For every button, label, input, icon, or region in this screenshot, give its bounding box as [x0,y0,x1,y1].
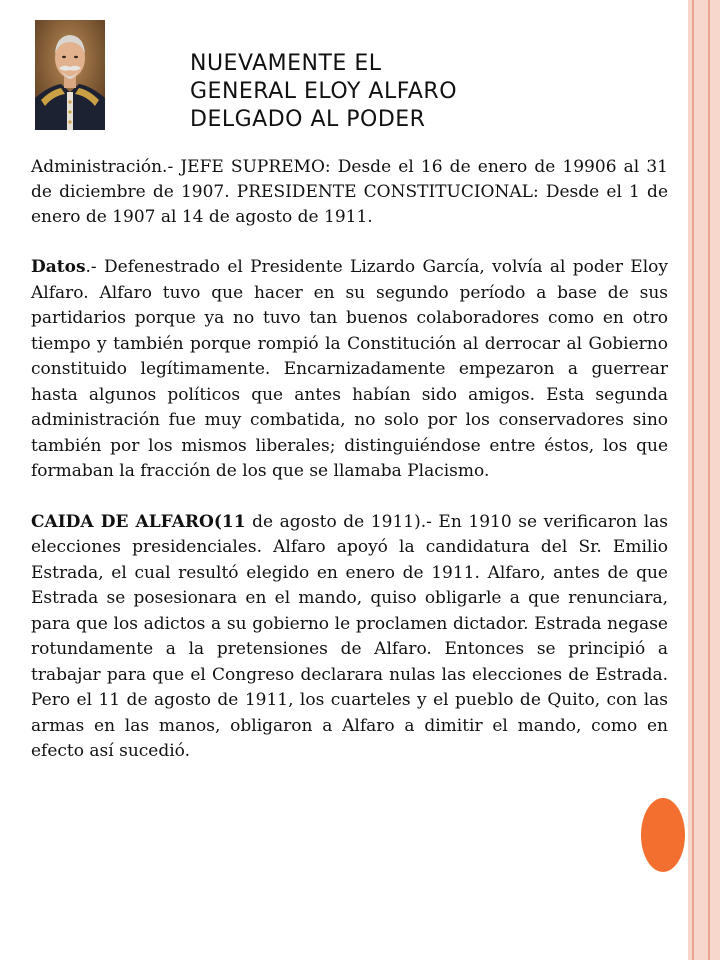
paragraph-lead: Administración.- [31,157,174,177]
paragraph-lead: CAIDA DE ALFARO(11 [31,511,246,532]
title-line-1: NUEVAMENTE EL [190,51,382,76]
paragraph-text: .- Defenestrado el Presidente Lizardo García, volvía al poder Eloy Alfaro. Alfaro tuvo que hacer en su segundo período a base de sus partidarios porque ya no tuvo tan buenos colaboradores como en otro tiempo y también porque rompió la Constitución al derrocar al Gobierno constituido legítimamente. Encarnizadamente empezaron a guerrear hasta algunos políticos que antes habían sido amigos. Esta segunda administración fue muy combatida, no solo por los conservadores sino también por los mismos liberales; distinguiéndose entre éstos, los que formaban la fracción de los que se llamaba Placismo. [31,257,668,481]
title-line-2: GENERAL ELOY ALFARO [190,79,458,104]
paragraph-text: JEFE SUPREMO: Desde el 16 de enero de 19906 al 31 de diciembre de 1907. PRESIDENTE CONSTITUCIONAL: Desde el 1 de enero de 1907 al 14 de agosto de 1911. [31,157,668,227]
accent-dot [641,798,685,872]
paragraph-datos [31,255,668,485]
slide-title [190,50,610,134]
right-border-line [692,0,694,960]
paragraph-text: de agosto de 1911).- En 1910 se verificaron las elecciones presidenciales. Alfaro apoyó la candidatura del Sr. Emilio Estrada, el cual resultó elegido en enero de 1911. Alfaro, antes de que Estrada se posesionara en el mando, quiso obligarle a que renunciara, para que los adictos a su gobierno le proclamen dictador. Estrada negase rotundamente a la pretensiones de Alfaro. Entonces se principió a trabajar para que el Congreso declarara nulas las elecciones de Estrada. Pero el 11 de agosto de 1911, los cuarteles y el pueblo de Quito, con las armas en las manos, obligaron a Alfaro a dimitir el mando, como en efecto así sucedió. [31,511,669,761]
paragraph-caida [31,510,668,765]
paragraph-lead: Datos [31,257,86,277]
portrait-image [35,20,105,130]
paragraph-administracion [31,155,668,230]
title-line-3: DELGADO AL PODER [190,107,426,132]
body-text [31,155,668,790]
right-border-line [708,0,710,960]
portrait-drawing [35,20,105,130]
